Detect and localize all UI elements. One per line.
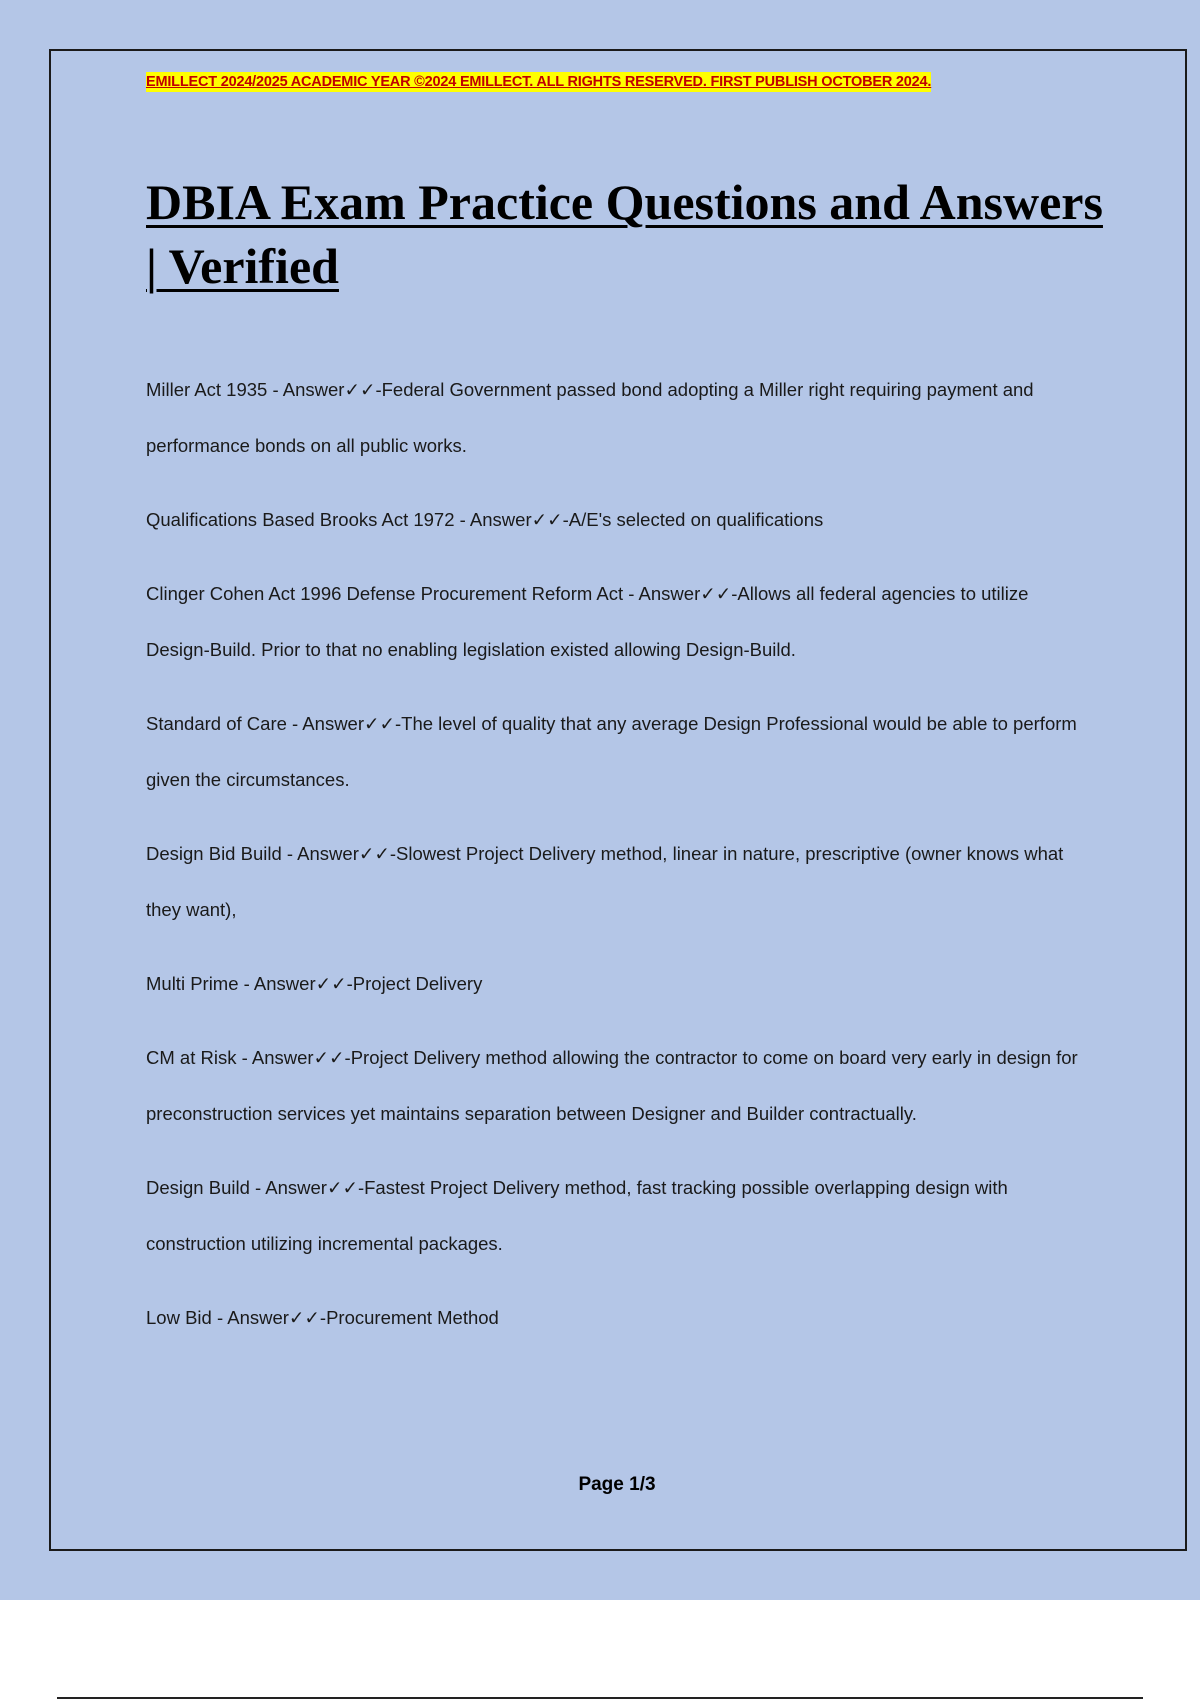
qa-item-design-build: Design Build - Answer✓✓-Fastest Project Delivery method, fast tracking possible overlapping design with construction utilizing incremental packages. xyxy=(146,1177,1008,1254)
qa-item-standard-of-care: Standard of Care - Answer✓✓-The level of quality that any average Design Professional would be able to perform given the circumstances. xyxy=(146,713,1077,790)
qa-item-multi-prime: Multi Prime - Answer✓✓-Project Delivery xyxy=(146,973,483,994)
page-number: Page 1/3 xyxy=(578,1474,656,1495)
next-page-divider xyxy=(57,1697,1143,1699)
qa-list xyxy=(146,368,1096,1364)
qa-item-low-bid: Low Bid - Answer✓✓-Procurement Method xyxy=(146,1307,499,1328)
copyright-banner: EMILLECT 2024/2025 ACADEMIC YEAR ©2024 EMILLECT. ALL RIGHTS RESERVED. FIRST PUBLISH OCTOBER 2024. xyxy=(146,74,932,90)
qa-item-cm-at-risk: CM at Risk - Answer✓✓-Project Delivery method allowing the contractor to come on board very early in design for preconstruction services yet maintains separation between Designer and Builder contractually. xyxy=(146,1047,1078,1124)
qa-item-design-bid-build: Design Bid Build - Answer✓✓-Slowest Project Delivery method, linear in nature, prescriptive (owner knows what they want), xyxy=(146,843,1064,920)
document-title xyxy=(146,170,1106,298)
qa-item-miller-act: Miller Act 1935 - Answer✓✓-Federal Government passed bond adopting a Miller right requiring payment and performance bonds on all public works. xyxy=(146,379,1034,456)
qa-item-brooks-act: Qualifications Based Brooks Act 1972 - Answer✓✓-A/E's selected on qualifications xyxy=(146,509,824,530)
document-title-text: DBIA Exam Practice Questions and Answers | Verified xyxy=(146,174,1103,294)
qa-item-clinger-cohen-act: Clinger Cohen Act 1996 Defense Procurement Reform Act - Answer✓✓-Allows all federal agencies to utilize Design-Build. Prior to that no enabling legislation existed allowing Design-Build. xyxy=(146,583,1029,660)
